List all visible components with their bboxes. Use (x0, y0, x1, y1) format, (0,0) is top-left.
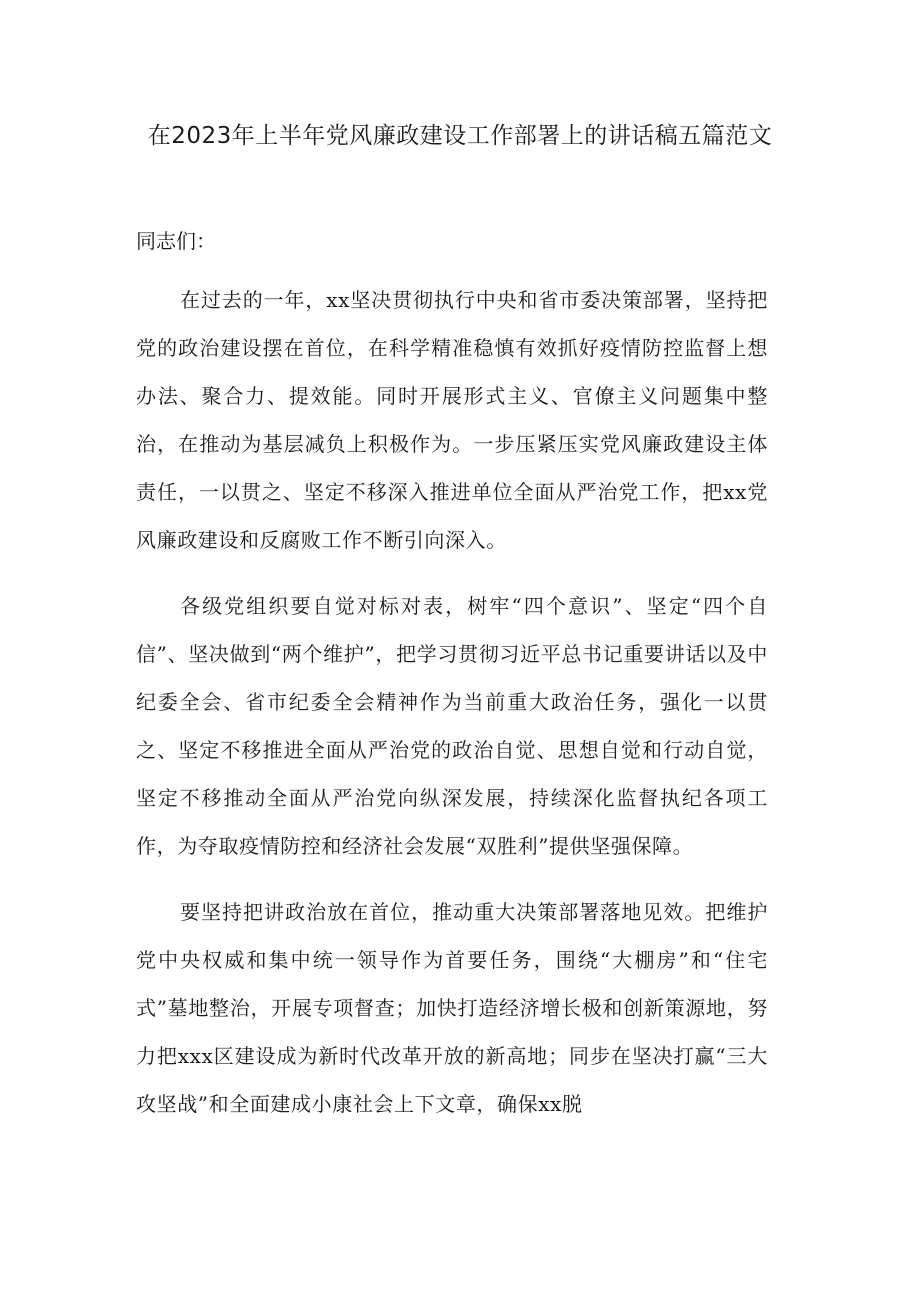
document-title: 在2023年上半年党风廉政建设工作部署上的讲话稿五篇范文 (147, 123, 773, 149)
paragraph-1: 在过去的一年，xx坚决贯彻执行中央和省市委决策部署，坚持把党的政治建设摆在首位，在科学精准稳慎有效抓好疫情防控监督上想办法、聚合力、提效能。同时开展形式主义、官僚主义问题集中整治，在推动为基层减负上积极作为。一步压紧压实党风廉政建设主体责任，一以贯之、坚定不移深入推进单位全面从严治党工作，把xx党风廉政建设和反腐败工作不断引向深入。 (136, 288, 768, 552)
paragraph-3: 要坚持把讲政治放在首位，推动重大决策部署落地见效。把维护党中央权威和集中统一领导作为首要任务，围绕“大棚房”和“住宅式”墓地整治，开展专项督查；加快打造经济增长极和创新策源地，努力把xxx区建设成为新时代改革开放的新高地；同步在坚决打赢“三大攻坚战”和全面建成小康社会上下文章，确保xx脱 (136, 900, 768, 1116)
paragraph-2: 各级党组织要自觉对标对表，树牢“四个意识”、坚定“四个自信”、坚决做到“两个维护”，把学习贯彻习近平总书记重要讲话以及中纪委全会、省市纪委全会精神作为当前重大政治任务，强化一以贯之、坚定不移推进全面从严治党的政治自觉、思想自觉和行动自觉，坚定不移推动全面从严治党向纵深发展，持续深化监督执纪各项工作，为夺取疫情防控和经济社会发展“双胜利”提供坚强保障。 (136, 594, 768, 858)
document-body (136, 226, 768, 1146)
salutation: 同志们： (136, 229, 216, 253)
